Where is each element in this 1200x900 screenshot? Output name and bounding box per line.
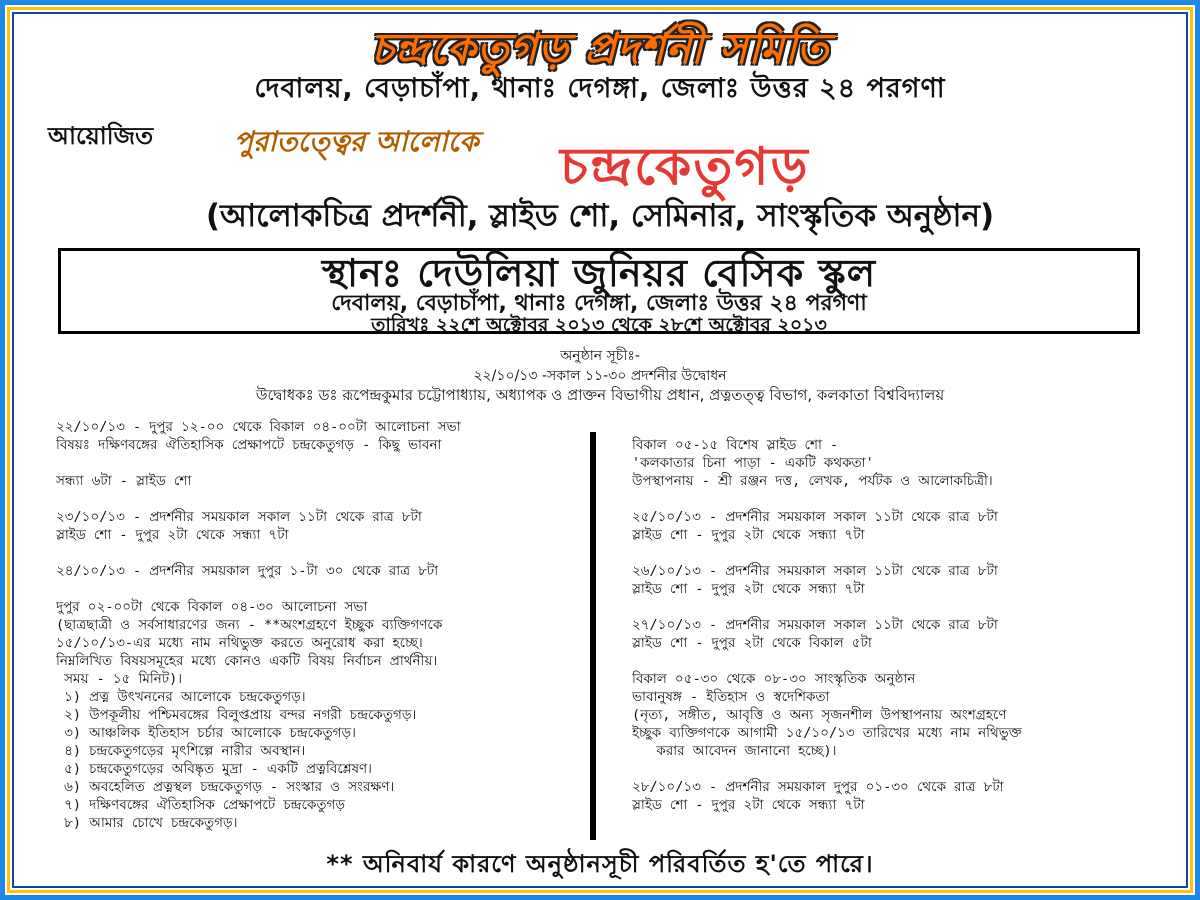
schedule-line: করার আবেদন জানানো হচ্ছে)। bbox=[632, 743, 837, 759]
schedule-line: ৩) আঞ্চলিক ইতিহাস চর্চার আলোকে চন্দ্রকেতুগড়। bbox=[56, 725, 356, 741]
schedule-line: ১) প্রত্ন উৎখননের আলোকে চন্দ্রকেতুগড়। bbox=[56, 689, 306, 705]
schedule-line: ২৬/১০/১৩ - প্রদর্শনীর সময়কাল সকাল ১১টা থেকে রাত্র ৮টা bbox=[632, 563, 998, 579]
main-title: চন্দ্রকেতুগড় bbox=[560, 137, 810, 197]
schedule-line: ২৭/১০/১৩ - প্রদর্শনীর সময়কাল সকাল ১১টা থেকে রাত্র ৮টা bbox=[632, 617, 998, 633]
schedule-line: স্লাইড শো - দুপুর ২টা থেকে বিকাল ৫টা bbox=[632, 635, 872, 651]
schedule-block bbox=[632, 436, 1022, 490]
block-gap bbox=[56, 490, 461, 508]
footer-note: ** অনিবার্য কারণে অনুষ্ঠানসূচী পরিবর্তিত হ'তে পারে। bbox=[326, 850, 874, 878]
schedule-left-column bbox=[56, 418, 461, 832]
schedule-line: ৫) চন্দ্রকেতুগড়ের অবিষ্কৃত মুদ্রা - একটি প্রত্নবিশ্লেষণ। bbox=[56, 761, 373, 777]
schedule-line: ৭) দক্ষিণবঙ্গের ঐতিহাসিক প্রেক্ষাপটে চন্দ্রকেতুগড় bbox=[56, 797, 346, 813]
venue-title: স্থানঃ দেউলিয়া জুনিয়র বেসিক স্কুল bbox=[321, 251, 877, 295]
schedule-line: স্লাইড শো - দুপুর ২টা থেকে সন্ধ্যা ৭টা bbox=[632, 797, 865, 813]
schedule-line: নিম্নলিখিত বিষয়সমূহের মধ্যে কোনও একটি বিষয় নির্বাচন প্রার্থনীয়। bbox=[56, 653, 438, 669]
schedule-line: বিকাল ০৫-১৫ বিশেষ স্লাইড শো - bbox=[632, 437, 839, 453]
program-inaugurator: উদ্বোধকঃ ডঃ রূপেন্দ্রকুমার চট্টোপাধ্যায়, অধ্যাপক ও প্রাক্তন বিভাগীয় প্রধান, প্রত্নতত্ত্ব বিভাগ, কলকাতা বিশ্ববিদ্যালয় bbox=[255, 386, 945, 404]
subtitle: পুরাতত্ত্বের আলোকে bbox=[234, 125, 479, 158]
schedule-line: ২৫/১০/১৩ - প্রদর্শনীর সময়কাল সকাল ১১টা থেকে রাত্র ৮টা bbox=[632, 509, 998, 525]
venue-address: দেবালয়, বেড়াচাঁপা, থানাঃ দেগঙ্গা, জেলাঃ উত্তর ২৪ পরগণা bbox=[331, 291, 867, 316]
schedule-line: ২) উপকূলীয় পশ্চিমবঙ্গের বিলুপ্তপ্রায় বন্দর নগরী চন্দ্রকেতুগড়। bbox=[56, 707, 417, 723]
schedule-line: ৪) চন্দ্রকেতুগড়ের মৃৎশিল্পে নারীর অবস্থান। bbox=[56, 743, 306, 759]
schedule-line: ইচ্ছুক ব্যক্তিগণকে আগামী ১৫/১০/১৩ তারিখের মধ্যে নাম নথিভুক্ত bbox=[632, 725, 1022, 741]
schedule-line: ভাবানুষঙ্গ - ইতিহাস ও স্বদেশিকতা bbox=[632, 689, 830, 705]
schedule-line: বিষয়ঃ দক্ষিণবঙ্গের ঐতিহাসিক প্রেক্ষাপটে চন্দ্রকেতুগড় - কিছু ভাবনা bbox=[56, 437, 442, 453]
block-gap bbox=[56, 454, 461, 472]
block-gap bbox=[632, 544, 1022, 562]
block-gap bbox=[56, 544, 461, 562]
events-list: (আলোকচিত্র প্রদর্শনী, স্লাইড শো, সেমিনার, সাংস্কৃতিক অনুষ্ঠান) bbox=[205, 198, 995, 234]
schedule-line: উপস্থাপনায় - শ্রী রঞ্জন দত্ত, লেখক, পর্যটক ও আলোকচিত্রী। bbox=[632, 473, 993, 489]
committee-title: চন্দ্রকেতুগড় প্রদর্শনী সমিতি bbox=[370, 24, 830, 73]
schedule-line: ৬) অবহেলিত প্রত্নস্থল চন্দ্রকেতুগড় - সংস্কার ও সংরক্ষণ। bbox=[56, 779, 395, 795]
schedule-line: ২৩/১০/১৩ - প্রদর্শনীর সময়কাল সকাল ১১টা থেকে রাত্র ৮টা bbox=[56, 509, 422, 525]
schedule-line: ২৮/১০/১৩ - প্রদর্শনীর সময়কাল দুপুর ০১-৩০ থেকে রাত্র ৮টা bbox=[632, 779, 1004, 795]
schedule-line: (ছাত্রছাত্রী ও সর্বসাধারণের জন্য - **অংশগ্রহণে ইচ্ছুক ব্যক্তিগণকে bbox=[56, 617, 443, 633]
schedule-line: ৮) আমার চোখে চন্দ্রকেতুগড়। bbox=[56, 815, 238, 831]
block-gap bbox=[632, 652, 1022, 670]
schedule-right-column bbox=[632, 436, 1022, 814]
schedule-line: স্লাইড শো - দুপুর ২টা থেকে সন্ধ্যা ৭টা bbox=[632, 527, 865, 543]
venue-box bbox=[58, 248, 1140, 334]
schedule-block bbox=[56, 508, 461, 544]
schedule-line: ২৪/১০/১৩ - প্রদর্শনীর সময়কাল দুপুর ১-টা ৩০ থেকে রাত্র ৮টা bbox=[56, 563, 439, 579]
schedule-block bbox=[632, 778, 1022, 814]
schedule-line: স্লাইড শো - দুপুর ২টা থেকে সন্ধ্যা ৭টা bbox=[56, 527, 289, 543]
block-gap bbox=[56, 580, 461, 598]
block-gap bbox=[632, 760, 1022, 778]
schedule-line: 'কলকাতার চিনা পাড়া - একটি কথকতা' bbox=[632, 455, 874, 471]
schedule-line: সময় - ১৫ মিনিট)। bbox=[56, 671, 183, 687]
schedule-block bbox=[632, 562, 1022, 598]
schedule-line: দুপুর ০২-০০টা থেকে বিকাল ০৪-৩০ আলোচনা সভা bbox=[56, 599, 368, 615]
column-divider bbox=[590, 432, 596, 840]
schedule-block bbox=[632, 616, 1022, 652]
venue-date: তারিখঃ ২২শে অক্টোবর ২০১৩ থেকে ২৮শে অক্টোবর ২০১৩ bbox=[371, 314, 827, 336]
schedule-block bbox=[56, 562, 461, 580]
schedule-block bbox=[56, 598, 461, 832]
program-heading: অনুষ্ঠান সূচীঃ- bbox=[560, 348, 640, 364]
schedule-block bbox=[56, 472, 461, 490]
schedule-block bbox=[632, 508, 1022, 544]
schedule-block bbox=[632, 670, 1022, 760]
committee-address: দেবালয়, বেড়াচাঁপা, থানাঃ দেগঙ্গা, জেলাঃ উত্তর ২৪ পরগণা bbox=[254, 73, 946, 104]
program-opening: ২২/১০/১৩ -সকাল ১১-৩০ প্রদর্শনীর উদ্বোধন bbox=[473, 368, 727, 384]
schedule-line: স্লাইড শো - দুপুর ২টা থেকে সন্ধ্যা ৭টা bbox=[632, 581, 865, 597]
schedule-line: ১৫/১০/১৩-এর মধ্যে নাম নথিভুক্ত করতে অনুরোধ করা হচ্ছে। bbox=[56, 635, 423, 651]
organized-label: আয়োজিত bbox=[48, 122, 154, 150]
block-gap bbox=[632, 490, 1022, 508]
schedule-line: (নৃত্য, সঙ্গীত, আবৃত্তি ও অন্য সৃজনশীল উপস্থাপনায় অংশগ্রহণে bbox=[632, 707, 1007, 723]
schedule-line: সন্ধ্যা ৬টা - স্লাইড শো bbox=[56, 473, 192, 489]
schedule-block bbox=[56, 418, 461, 454]
block-gap bbox=[632, 598, 1022, 616]
schedule-line: বিকাল ০৫-৩০ থেকে ০৮-৩০ সাংস্কৃতিক অনুষ্ঠান bbox=[632, 671, 916, 687]
schedule-line: ২২/১০/১৩ - দুপুর ১২-০০ থেকে বিকাল ০৪-০০টা আলোচনা সভা bbox=[56, 419, 461, 435]
